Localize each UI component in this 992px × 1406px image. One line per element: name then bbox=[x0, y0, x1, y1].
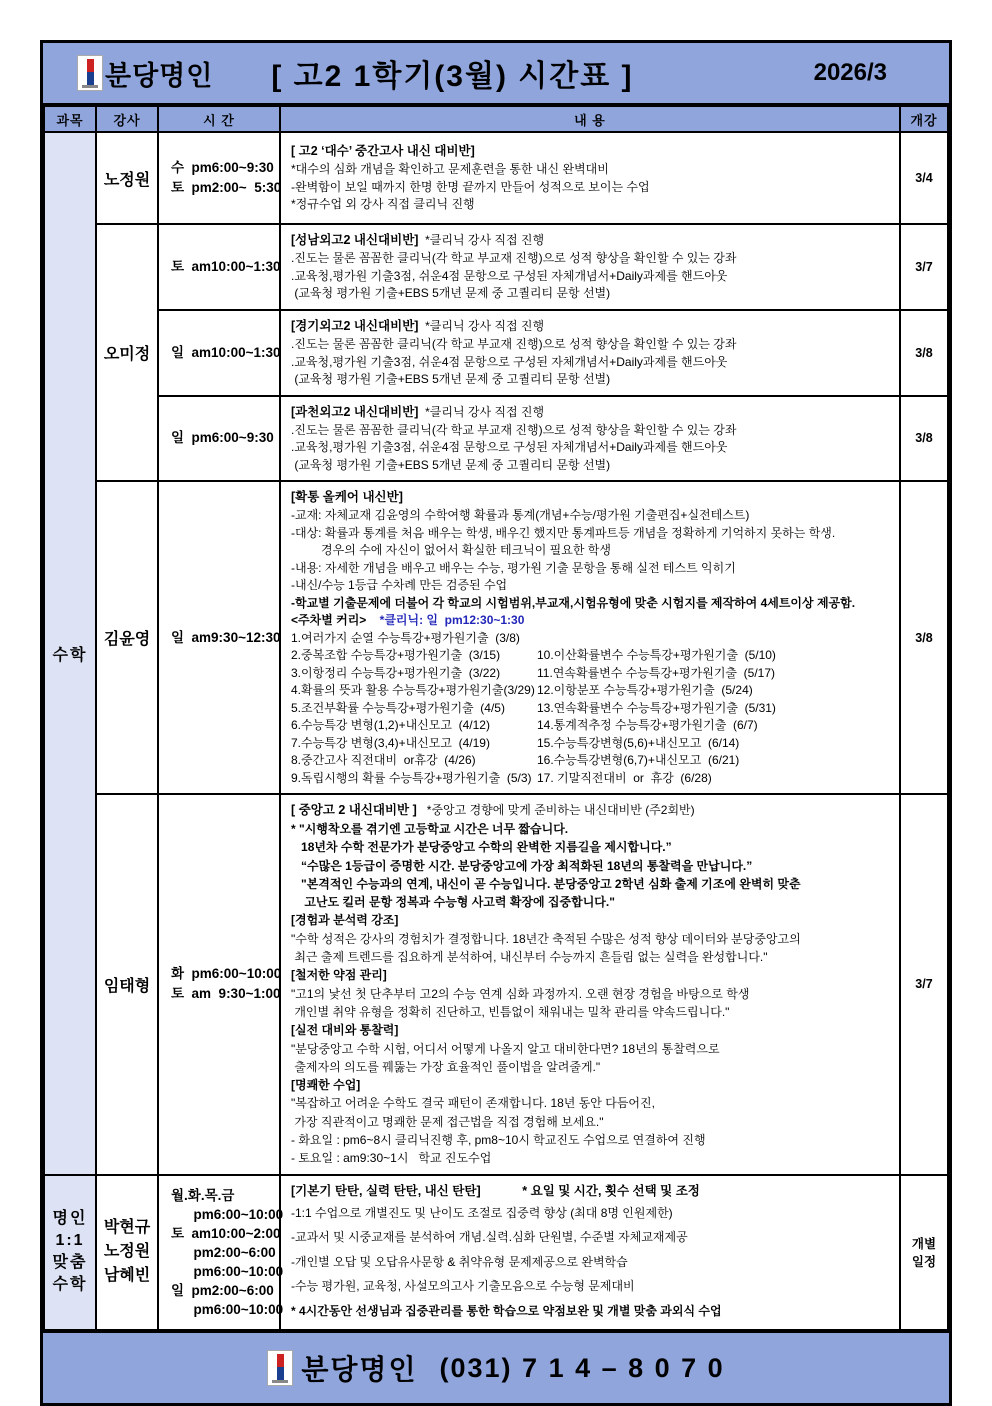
start-date: 개별 일정 bbox=[900, 1175, 948, 1331]
content-cell: [성남외고2 내신대비반] *클리닉 강사 직접 진행 .진도는 물론 꼼꼼한 클리닉(각 학교 부교재 진행)으로 성적 향상을 확인할 수 있는 강좌 .교육청,평가원 기출3점, 쉬운4점 문항으로 구성된 자체개념서+Daily과제를 핸드아웃 (교육청 평가원 기출+EBS 5개년 문제 중 고퀄리티 문항 선별) bbox=[280, 224, 900, 310]
section-head: [실전 대비와 통찰력] bbox=[291, 1023, 399, 1038]
table-row bbox=[44, 224, 948, 310]
class-title: [기본기 탄탄, 실력 탄탄, 내신 탄탄] bbox=[291, 1183, 481, 1198]
section-head: [경험과 분석력 강조] bbox=[291, 913, 399, 928]
timetable-sheet bbox=[40, 40, 952, 1406]
content-cell: [경기외고2 내신대비반] *클리닉 강사 직접 진행 .진도는 물론 꼼꼼한 클리닉(각 학교 부교재 진행)으로 성적 향상을 확인할 수 있는 강좌 .교육청,평가원 기출3점, 쉬운4점 문항으로 구성된 자체개념서+Daily과제를 핸드아웃 (교육청 평가원 기출+EBS 5개년 문제 중 고퀄리티 문항 선별) bbox=[280, 310, 900, 396]
curriculum-head: <주차별 커리> bbox=[291, 613, 367, 627]
content-cell: [확통 올케어 내신반] -교재: 자체교재 김윤영의 수학여행 확률과 통계(개념+수능/평가원 기출편집+실전테스트) -대상: 확률과 통계를 처음 배우는 학생, 배우긴 했지만 통계파트등 개념을 정확하게 기억하지 못하는 학생. 경우의 수에 자신이 없어서 확실한 테크닉이 필요한 학생 -내용: 자세한 개념을 배우고 배우는 수능, 평가원 기출 문항을 통해 실전 테스트 익히기 -내신/수능 1등급 수차례 만든 검증된 수업 -학교별 기출문제에 더불어 각 학교의 시험범위,부교재,시험유형에 맞춘 시험지를 제작하여 4세트이상 제공함. <주차별 커리> *클리닉: 일 pm12:30~1:30 1.여러가지 순열 수능특강+평가원기출 (3/8) 2.중복조합 수능특강+평가원기출 (3/15) 10.이산확률변수 수능특강+평가원기출 (5/10) 3.이항정리 수능특강+평가원기출 (3/22) 11.연속확률변수 수능특강+평가원기출 (5/17) 4.확률의 뜻과 활용 수능특강+평가원기출(3/29) 12.이항분포 수능특강+평가원기출 (5/24) 5.조건부확률 수능특강+평가원기출 (4/5) 13.연속확률변수 수능특강+평가원기출 (5/31) 6.수능특강 변형(1,2)+내신모고 (4/12) 14.통계적추정 수능특강+평가원기출 (6/7) 7.수능특강 변형(3,4)+내신모고 (4/19) 15.수능특강변형(5,6)+내신모고 (6/14) 8.중간고사 직전대비 or휴강 (4/26) 16.수능특강변형(6,7)+내신모고 (6/21) 9.독립시행의 확률 수능특강+평가원기출 (5/3) 17. 기말직전대비 or 휴강 (6/28) bbox=[280, 481, 900, 794]
clinic-time: *클리닉: 일 pm12:30~1:30 bbox=[366, 613, 525, 627]
class-title: [확통 올케어 내신반] bbox=[291, 490, 403, 504]
class-note: *클리닉 강사 직접 진행 bbox=[418, 233, 545, 248]
title-date: 2026/3 bbox=[813, 59, 887, 86]
start-date: 3/7 bbox=[900, 794, 948, 1175]
time-cell: 일 pm6:00~9:30 bbox=[158, 396, 280, 482]
time-cell: 토 am10:00~1:30 bbox=[158, 224, 280, 310]
column-header-row bbox=[44, 106, 948, 132]
class-note: *클리닉 강사 직접 진행 bbox=[418, 404, 545, 419]
timetable bbox=[43, 105, 949, 1331]
section-head: [철저한 약점 관리] bbox=[291, 968, 387, 983]
col-start: 개강 bbox=[900, 106, 948, 132]
start-date: 3/8 bbox=[900, 396, 948, 482]
start-date: 3/4 bbox=[900, 132, 948, 224]
teacher-cell: 임태형 bbox=[96, 794, 158, 1175]
curriculum-row: 9.독립시행의 확률 수능특강+평가원기출 (5/3) 17. 기말직전대비 or 휴강 (6/28) bbox=[291, 770, 712, 785]
curriculum-row: 4.확률의 뜻과 활용 수능특강+평가원기출(3/29) 12.이항분포 수능특강+평가원기출 (5/24) bbox=[291, 683, 753, 697]
content-cell: [ 고2 ‘대수’ 중간고사 내신 대비반] *대수의 심화 개념을 확인하고 문제훈련을 통한 내신 완벽대비 -완벽함이 보일 때까지 한명 한명 끝까지 만들어 성적으로 보이는 수업 *정규수업 외 강사 직접 클리닉 진행 bbox=[280, 132, 900, 224]
time-cell: 화 pm6:00~10:00 토 am 9:30~1:00 bbox=[158, 794, 280, 1175]
teacher-cell: 노정원 bbox=[96, 132, 158, 224]
col-time: 시 간 bbox=[158, 106, 280, 132]
curriculum-row: 6.수능특강 변형(1,2)+내신모고 (4/12) 14.통계적추정 수능특강+평가원기출 (6/7) bbox=[291, 718, 758, 732]
table-row bbox=[44, 794, 948, 1175]
subject-custom-cell: 명인 1:1 맞춤 수학 bbox=[44, 1175, 96, 1331]
col-teacher: 강사 bbox=[96, 106, 158, 132]
class-title: [경기외고2 내신대비반] bbox=[291, 319, 419, 333]
brand bbox=[77, 54, 213, 93]
start-date: 3/8 bbox=[900, 310, 948, 396]
footer-logo-icon bbox=[267, 1350, 293, 1386]
class-note: *중앙고 경향에 맞게 준비하는 내신대비반 (주2회반) bbox=[416, 803, 695, 817]
time-cell: 일 am9:30~12:30 bbox=[158, 481, 280, 794]
content-cell: [과천외고2 내신대비반] *클리닉 강사 직접 진행 .진도는 물론 꼼꼼한 클리닉(각 학교 부교재 진행)으로 성적 향상을 확인할 수 있는 강좌 .교육청,평가원 기출3점, 쉬운4점 문항으로 구성된 자체개념서+Daily과제를 핸드아웃 (교육청 평가원 기출+EBS 5개년 문제 중 고퀄리티 문항 선별) bbox=[280, 396, 900, 482]
class-title: [과천외고2 내신대비반] bbox=[291, 404, 419, 419]
curriculum-row: 2.중복조합 수능특강+평가원기출 (3/15) 10.이산확률변수 수능특강+평가원기출 (5/10) bbox=[291, 648, 776, 662]
section-head: [명쾌한 수업] bbox=[291, 1078, 361, 1093]
footer-phone: (031) 7 1 4 – 8 0 7 0 bbox=[439, 1352, 725, 1383]
curriculum-row: 3.이항정리 수능특강+평가원기출 (3/22) 11.연속확률변수 수능특강+평가원기출 (5/17) bbox=[291, 665, 776, 680]
bold-notice: -학교별 기출문제에 더불어 각 학교의 시험범위,부교재,시험유형에 맞춘 시험지를 제작하여 4세트이상 제공함. bbox=[291, 595, 856, 610]
brand-name: 분당명인 bbox=[105, 60, 214, 91]
time-cell: 월.화.목.금 pm6:00~10:00 토 am10:00~2:00 pm2:00~6:00 pm6:00~10:00 일 pm2:00~6:00 pm6:00~10:00 bbox=[158, 1175, 280, 1331]
subject-math-cell: 수학 bbox=[44, 132, 96, 1175]
time-cell: 수 pm6:00~9:30 토 pm2:00~ 5:30 bbox=[158, 132, 280, 224]
footer-brand: 분당명인 bbox=[301, 1354, 418, 1386]
table-row bbox=[44, 310, 948, 396]
class-title: [ 중앙고 2 내신대비반 ] bbox=[291, 803, 417, 817]
teacher-cell: 박현규 노정원 남혜빈 bbox=[96, 1175, 158, 1331]
curriculum-row: 1.여러가지 순열 수능특강+평가원기출 (3/8) bbox=[291, 630, 520, 645]
table-row bbox=[44, 132, 948, 224]
content-cell: [ 중앙고 2 내신대비반 ] *중앙고 경향에 맞게 준비하는 내신대비반 (주2회반) * "시행착오를 겪기엔 고등학교 시간은 너무 짧습니다. 18년차 수학 전문가가 분당중앙고 수학의 완벽한 지름길을 제시합니다.” “수많은 1등급이 증명한 시간. 분당중앙고에 가장 최적화된 18년의 통찰력을 만납니다.” "본격적인 수능과의 연계, 내신이 곧 수능입니다. 분당중앙고 2학년 심화 출제 기조에 완벽히 맞춘 고난도 킬러 문항 정복과 수능형 사고력 확장에 집중합니다." [경험과 분석력 강조] "수학 성적은 강사의 경험치가 결정합니다. 18년간 축적된 수많은 성적 향상 데이터와 분당중앙고의 최근 출제 트렌드를 집요하게 분석하여, 내신부터 수능까지 흔들림 없는 실력을 완성합니다." [철저한 약점 관리] "고1의 낯선 첫 단추부터 고2의 수능 연계 심화 과정까지. 오랜 현장 경험을 바탕으로 학생 개인별 취약 유형을 정확히 진단하고, 빈틈없이 채워내는 밀착 관리를 약속드립니다." [실전 대비와 통찰력] "분당중앙고 수학 시험, 어디서 어떻게 나올지 알고 대비한다면? 18년의 통찰력으로 출제자의 의도를 꿰뚫는 가장 효율적인 풀이법을 알려줄게." [명쾌한 수업] "복잡하고 어려운 수학도 결국 패턴이 존재합니다. 18년 동안 다듬어진, 가장 직관적이고 명쾌한 문제 접근법을 직접 경험해 보세요." - 화요일 : pm6~8시 클리닉진행 후, pm8~10시 학교진도 수업으로 연결하여 진행 - 토요일 : am9:30~1시 학교 진도수업 bbox=[280, 794, 900, 1175]
time-cell: 일 am10:00~1:30 bbox=[158, 310, 280, 396]
col-content: 내 용 bbox=[280, 106, 900, 132]
footer-band bbox=[43, 1331, 949, 1403]
class-note: * 요일 및 시간, 횟수 선택 및 조정 bbox=[480, 1183, 700, 1198]
start-date: 3/8 bbox=[900, 481, 948, 794]
class-note: *클리닉 강사 직접 진행 bbox=[418, 319, 545, 333]
curriculum-row: 8.중간고사 직전대비 or휴강 (4/26) 16.수능특강변형(6,7)+내신모고 (6/21) bbox=[291, 753, 740, 767]
curriculum-row: 7.수능특강 변형(3,4)+내신모고 (4/19) 15.수능특강변형(5,6)+내신모고 (6/14) bbox=[291, 735, 740, 750]
table-row bbox=[44, 1175, 948, 1331]
teacher-cell: 오미정 bbox=[96, 224, 158, 481]
col-subject: 과목 bbox=[44, 106, 96, 132]
start-date: 3/7 bbox=[900, 224, 948, 310]
class-title: [성남외고2 내신대비반] bbox=[291, 233, 419, 248]
page-title: [ 고2 1학기(3월) 시간표 ] bbox=[271, 60, 634, 93]
table-row bbox=[44, 481, 948, 794]
teacher-cell: 김윤영 bbox=[96, 481, 158, 794]
title-band bbox=[43, 43, 949, 105]
class-title: [ 고2 ‘대수’ 중간고사 내신 대비반] bbox=[291, 144, 475, 159]
curriculum-row: 5.조건부확률 수능특강+평가원기출 (4/5) 13.연속확률변수 수능특강+평가원기출 (5/31) bbox=[291, 700, 776, 715]
brand-logo-icon bbox=[77, 55, 103, 91]
table-row bbox=[44, 396, 948, 482]
content-cell: [기본기 탄탄, 실력 탄탄, 내신 탄탄] * 요일 및 시간, 횟수 선택 및 조정 -1:1 수업으로 개별진도 및 난이도 조절로 집중력 향상 (최대 8명 인원제한) -교과서 및 시중교재를 분석하여 개념.실력.심화 단원별, 수준별 자체교재제공 -개인별 오답 및 오답유사문항 & 취약유형 문제제공으로 완벽학습 -수능 평가원, 교육청, 사설모의고사 기출모음으로 수능형 문제대비 * 4시간동안 선생님과 집중관리를 통한 학습으로 약점보완 및 개별 맞춤 과외식 수업 bbox=[280, 1175, 900, 1331]
